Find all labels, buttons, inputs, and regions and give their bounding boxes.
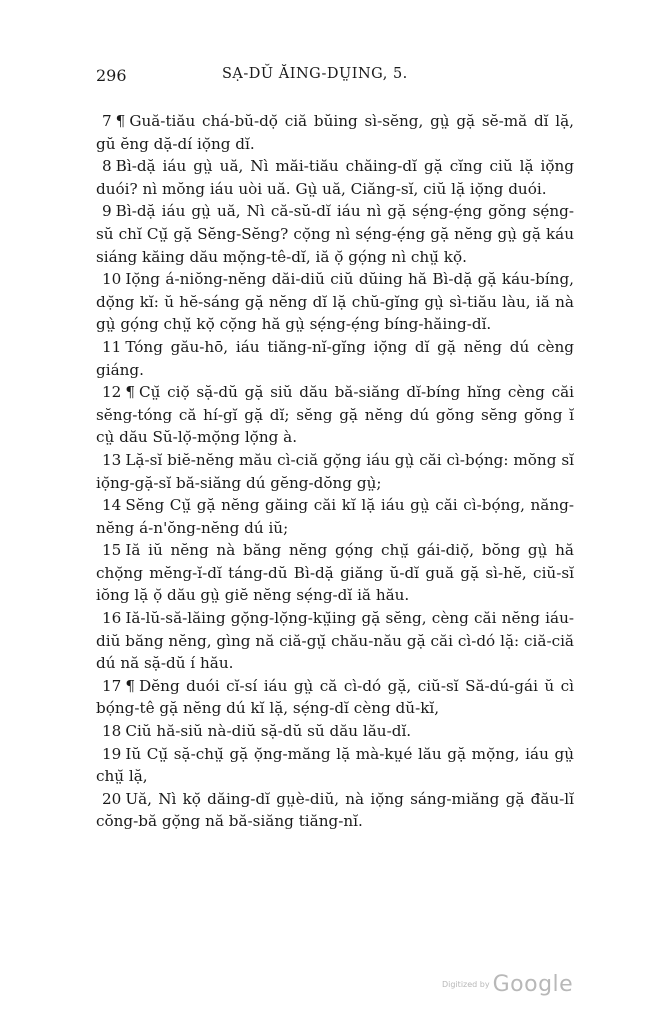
- verse-text: Dĕng duói cĭ-sí iáu gṳ̀ că cì-dó gặ, ciŭ-sĭ Să-dú-gái ŭ cì bọ́ng-tê gặ nĕng dú kĭ lặ, sẹ́ng-dĭ cèng dŭ-kĭ,: [96, 676, 574, 718]
- verse-text: Sĕng Cṳ̆ gặ nĕng găing căi kĭ lặ iáu gṳ̀ căi cì-bọ́ng, năng-nĕng á-n'ŏng-nĕng dú iŭ;: [96, 496, 574, 537]
- verse-12: [96, 381, 574, 449]
- verse-number: 12: [102, 383, 122, 402]
- verse-18: [96, 720, 574, 743]
- verse-14: [96, 494, 574, 539]
- verse-number: 11: [102, 337, 122, 356]
- verse-number: 16: [102, 609, 122, 628]
- verse-text: Iọ̆ng á-niŏng-nĕng dăi-diŭ ciŭ dŭing hă Bì-dặ gặ káu-bíng, dọ̆ng kĭ: ŭ hĕ-sáng gặ nĕng dĭ lặ chŭ-gĭng gṳ̀ sì-tiău làu, iă nà gṳ̀ gọ́ng chṳ̆ kọ̆ cọ̆ng hă gṳ̀ sẹ́ng-ẹ́ng bíng-hăing-dĭ.: [96, 270, 574, 334]
- pilcrow-icon: ¶: [115, 112, 126, 130]
- verse-number: 7: [102, 112, 112, 130]
- verse-13: [96, 449, 574, 494]
- running-title: SẠ-DŬ ĂING-DṲING, 5.: [222, 66, 408, 82]
- book-page: [96, 66, 574, 833]
- verse-11: [96, 336, 574, 381]
- verse-text: Uă, Nì kọ̆ dăing-dĭ gṳè-diŭ, nà iọ̆ng sáng-miăng gặ đău-lĭ cŏng-bă gọ̆ng nă bă-siăng tiăng-nĭ.: [96, 789, 574, 831]
- verse-text: Guă-tiău chá-bŭ-dọ̆ ciă bŭing sì-sĕng, gṳ̀ gặ sĕ-mă dĭ lặ, gŭ ĕng dặ-dí iọ̆ng dĭ.: [96, 112, 574, 153]
- verse-number: 9: [102, 202, 112, 221]
- verse-text: Ciŭ hă-siŭ nà-diŭ sặ-dŭ sŭ dău lău-dĭ.: [125, 722, 412, 741]
- verse-text: Tóng gău-hō, iáu tiăng-nĭ-gĭng iọ̆ng dĭ gặ nĕng dú cèng giáng.: [96, 337, 574, 379]
- verse-text: Bì-dặ iáu gṳ̀ uă, Nì că-sŭ-dĭ iáu nì gặ sẹ́ng-ẹ́ng gŏng sẹ́ng-sŭ chĭ Cṳ̆ gặ Sĕng-Sĕng? cọ̆ng nì sẹ́ng-ẹ́ng gặ nĕng gṳ̀ gặ káu siáng kăing dău mọ̆ng-tê-dĭ, iă ọ̆ gọ́ng nì chṳ̆ kọ̆.: [96, 202, 574, 266]
- verse-number: 10: [102, 270, 122, 289]
- verse-7: [96, 110, 574, 155]
- verse-9: [96, 200, 574, 268]
- verse-8: [96, 155, 574, 200]
- verse-text: Cṳ̆ ciọ̆ sặ-dŭ gặ siŭ dău bă-siăng dĭ-bíng hĭng cèng căi sĕng-tóng că hí-gĭ gặ dĭ; sĕng gặ nĕng dú gŏng sĕng gŏng ĭ cṳ̀ dău Sŭ-lọ̆-mọ̆ng lọ̆ng à.: [96, 383, 574, 447]
- verse-19: [96, 743, 574, 788]
- verse-number: 8: [102, 157, 112, 176]
- verse-number: 20: [102, 789, 122, 808]
- verse-number: 14: [102, 496, 122, 515]
- verse-20: [96, 788, 574, 833]
- watermark-small-text: Digitized by: [442, 980, 490, 989]
- verse-16: [96, 607, 574, 675]
- verse-text: Bì-dặ iáu gṳ̀ uă, Nì măi-tiău chăing-dĭ gặ cĭng ciŭ lặ iọ̆ng duói? nì mŏng iáu uòi uă. Gṳ̀ uă, Ciăng-sĭ, ciŭ lặ iọ̆ng duói.: [96, 157, 574, 198]
- verse-17: [96, 675, 574, 720]
- page-header: [96, 66, 574, 92]
- verse-number: 17: [102, 676, 122, 695]
- verse-text: Iă iŭ nĕng nà băng nĕng gọ́ng chṳ̆ gái-diọ̆, bŏng gṳ̀ hă chọ̆ng mĕng-ĭ-dĭ táng-dŭ Bì-dặ giăng ŭ-dĭ guă gặ sì-hĕ, ciŭ-sĭ iŏng lặ ọ̆ dău gṳ̀ giĕ nĕng sẹ́ng-dĭ iă hău.: [96, 541, 574, 605]
- page-number: 296: [96, 66, 127, 85]
- verse-text: Iă-lŭ-să-lăing gọ̆ng-lọ̆ng-kṳ̆ing gặ sĕng, cèng căi nĕng iáu-diŭ băng nĕng, gìng nă ciă-gṳ̆ chău-nău gặ căi cì-dó lặ: ciă-ciă dú nă sặ-dŭ í hău.: [96, 609, 574, 673]
- verse-text: Lặ-sĭ biĕ-nĕng mău cì-ciă gọ̆ng iáu gṳ̀ căi cì-bọ́ng: mŏng sĭ iọ̆ng-gặ-sĭ bă-siăng dú gĕng-dŏng gṳ̀;: [96, 450, 574, 492]
- verse-number: 13: [102, 450, 122, 469]
- body-text: [96, 110, 574, 833]
- verse-10: [96, 268, 574, 336]
- verse-number: 15: [102, 541, 122, 560]
- digitized-watermark: [442, 972, 573, 997]
- verse-number: 18: [102, 722, 122, 741]
- google-logo: Google: [492, 972, 574, 997]
- verse-15: [96, 539, 574, 607]
- pilcrow-icon: ¶: [125, 383, 135, 402]
- verse-text: Iŭ Cṳ̆ sặ-chṳ̆ gặ ọ̆ng-măng lặ mà-kṳé lău gặ mọ̆ng, iáu gṳ̀ chṳ̆ lặ,: [96, 744, 574, 786]
- pilcrow-icon: ¶: [125, 676, 135, 695]
- verse-number: 19: [102, 744, 122, 763]
